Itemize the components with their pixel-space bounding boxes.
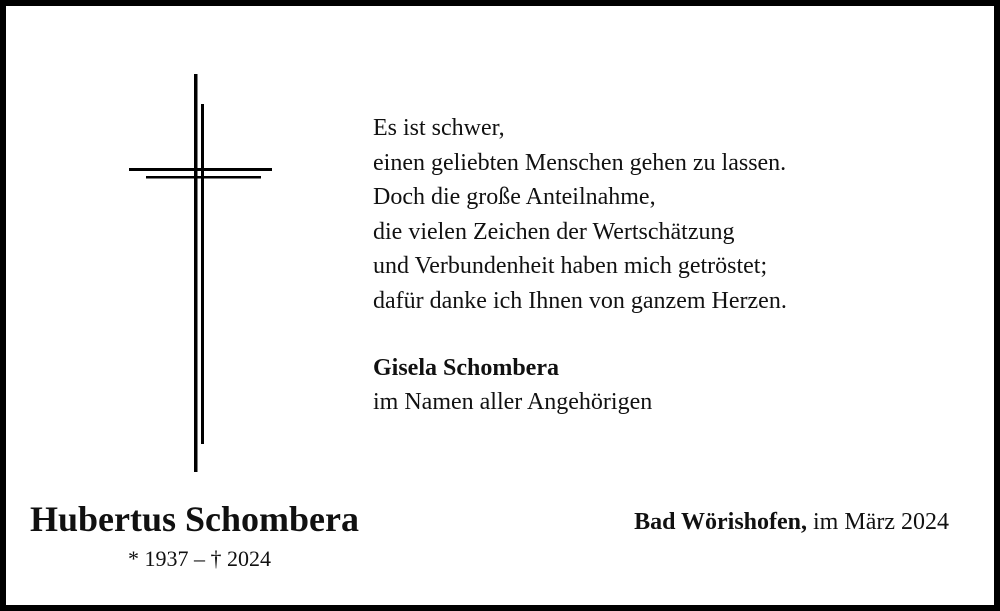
signer-block <box>373 351 652 419</box>
poem <box>373 111 787 318</box>
signer-name: Gisela Schombera <box>373 355 559 381</box>
place-town: Bad Wörishofen, <box>634 509 808 535</box>
poem-line: Es ist schwer, <box>373 115 505 141</box>
place-date <box>634 506 949 538</box>
poem-line: einen geliebten Menschen gehen zu lassen. <box>373 149 787 176</box>
life-dates: * 1937 – † 2024 <box>128 546 271 571</box>
cross-icon <box>126 74 276 474</box>
place-month: im März 2024 <box>807 509 949 535</box>
signer-relation: im Namen aller Angehörigen <box>373 389 653 415</box>
poem-line: die vielen Zeichen der Wertschätzung <box>373 218 735 245</box>
poem-line: Doch die große Anteilnahme, <box>373 184 656 210</box>
poem-line: und Verbundenheit haben mich getröstet; <box>373 253 768 279</box>
poem-line: dafür danke ich Ihnen von ganzem Herzen. <box>373 287 787 314</box>
deceased-name: Hubertus Schombera <box>30 499 360 539</box>
